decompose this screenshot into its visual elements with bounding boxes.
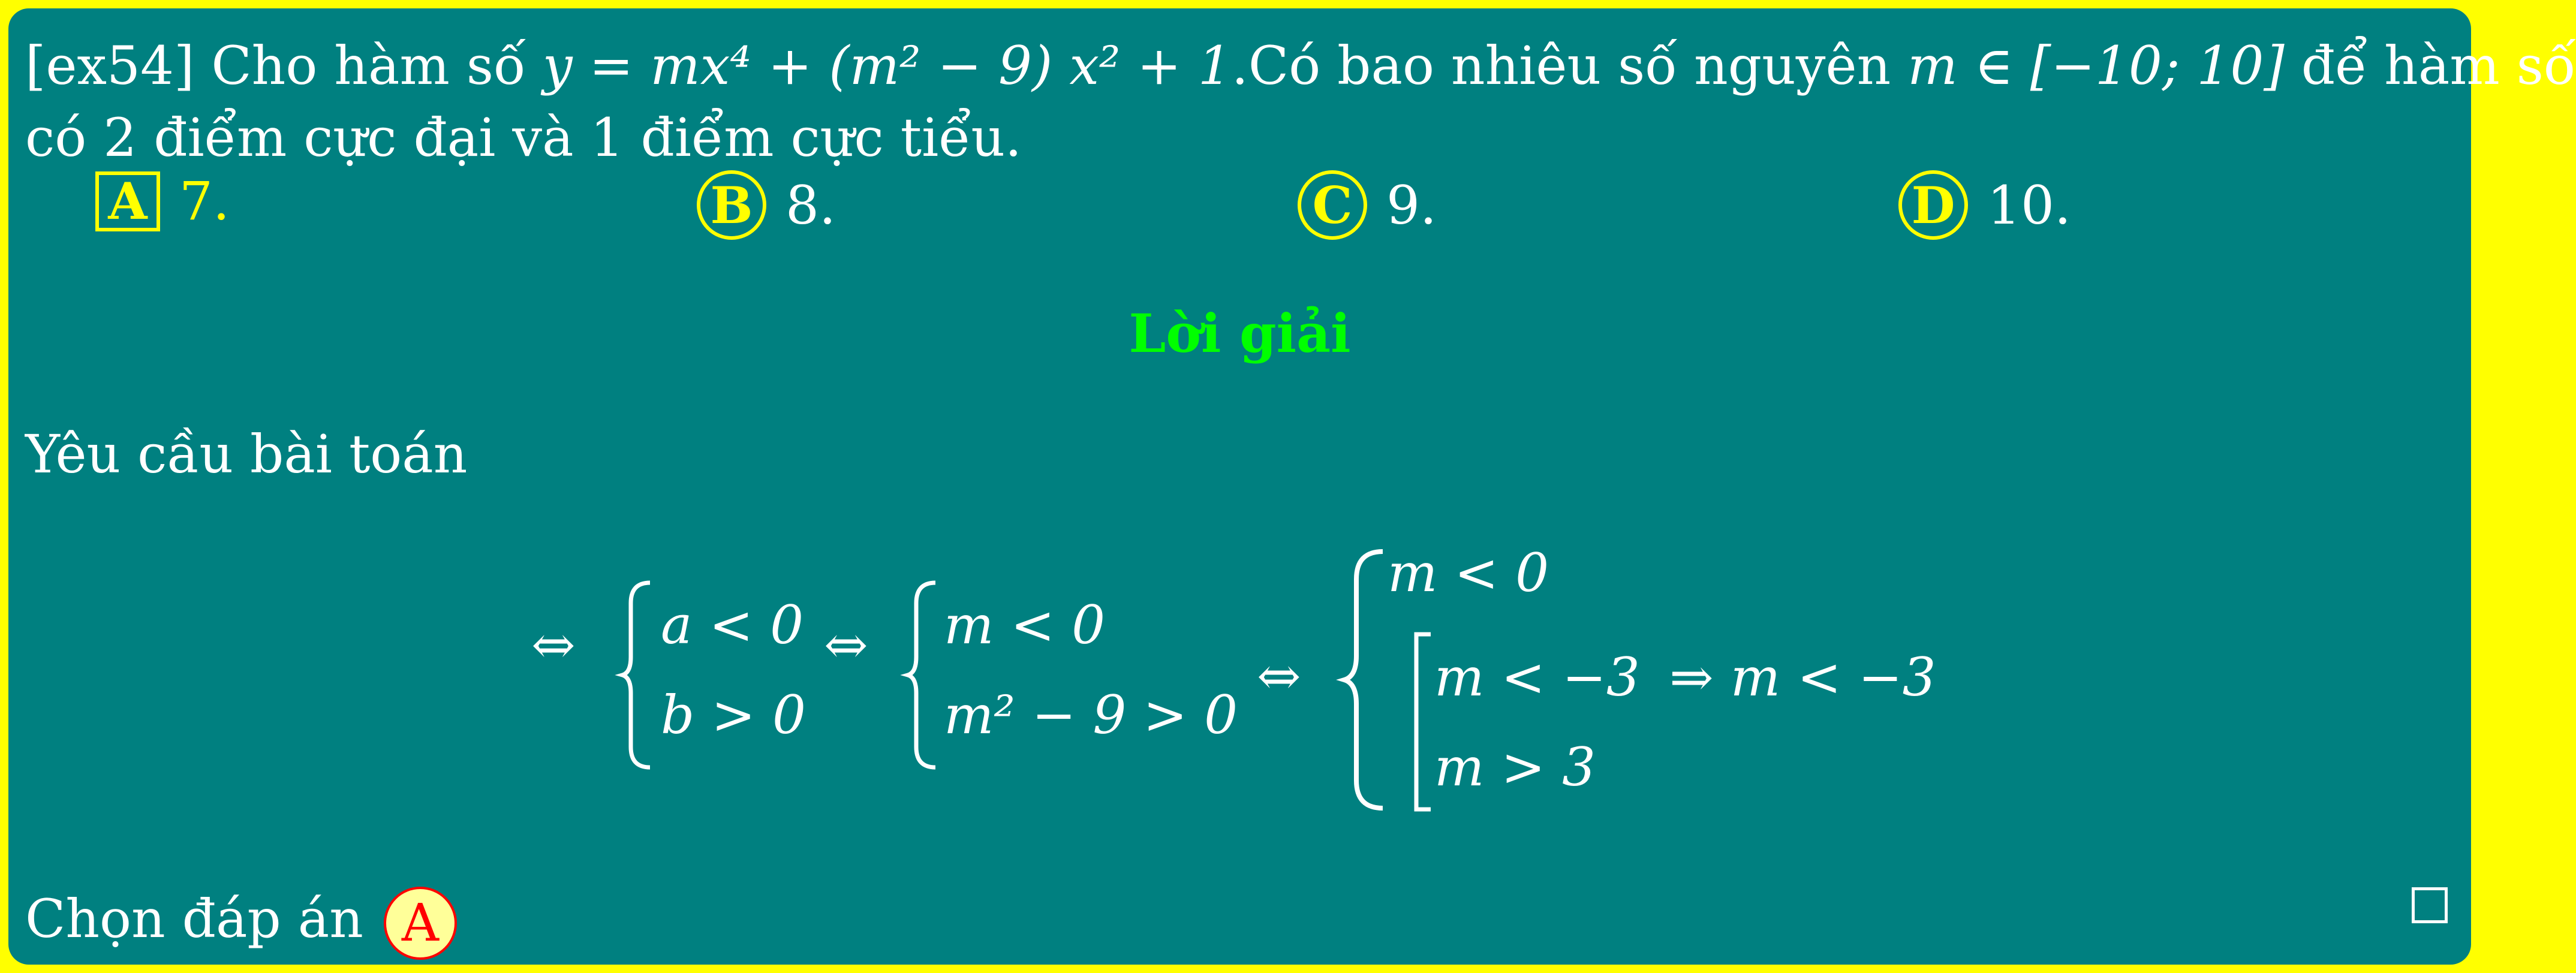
option-d[interactable]	[1898, 170, 2071, 240]
option-d-badge: D	[1898, 170, 1968, 240]
qed-square-icon	[2412, 887, 2448, 923]
sys2-row-2: m² − 9 > 0	[944, 684, 1238, 746]
option-a-text: 7.	[179, 170, 230, 232]
sys1-row-1: a < 0	[661, 594, 804, 656]
option-c[interactable]	[1298, 170, 1437, 240]
option-b-badge: B	[697, 170, 766, 240]
iff-symbol-3: ⇔	[1257, 645, 1301, 707]
result: ⇒ m < −3	[1669, 646, 1936, 708]
question-id: [ex54]	[25, 35, 195, 97]
sys3-top: m < 0	[1388, 542, 1549, 604]
question-line-1	[25, 35, 2576, 97]
question-condition: m ∈ [−10; 10]	[1907, 35, 2285, 97]
option-c-text: 9.	[1386, 174, 1437, 236]
option-d-text: 10.	[1987, 174, 2071, 236]
iff-symbol-1: ⇔	[531, 614, 576, 676]
option-b[interactable]	[697, 170, 836, 240]
question-function: y = mx⁴ + (m² − 9) x² + 1	[542, 35, 1232, 97]
brace-3-icon	[1341, 548, 1389, 812]
choose-line	[25, 887, 457, 960]
question-prefix: Cho hàm số	[211, 35, 526, 97]
option-b-text: 8.	[786, 174, 836, 236]
bracket-icon	[1410, 632, 1434, 812]
choose-label: Chọn đáp án	[25, 887, 363, 950]
sys1-row-2: b > 0	[661, 684, 806, 746]
question-suffix: .Có bao nhiêu số nguyên	[1231, 35, 1891, 97]
question-line-2: có 2 điểm cực đại và 1 điểm cực tiểu.	[25, 107, 1022, 168]
sys3-inner-row-2: m > 3	[1434, 736, 1596, 798]
brace-1-icon	[620, 579, 656, 771]
iff-symbol-2: ⇔	[824, 614, 868, 676]
solution-title: Lời giải	[1128, 302, 1351, 365]
option-c-badge: C	[1298, 170, 1367, 240]
question-ending: để hàm số	[2301, 35, 2576, 97]
chosen-answer-badge: A	[384, 887, 457, 960]
option-a[interactable]	[95, 170, 230, 232]
brace-2-icon	[905, 579, 941, 771]
option-a-badge: A	[95, 171, 160, 231]
solution-intro: Yêu cầu bài toán	[25, 423, 468, 485]
problem-frame	[8, 8, 2576, 965]
sys3-inner-row-1: m < −3	[1434, 646, 1640, 708]
sys2-row-1: m < 0	[944, 594, 1106, 656]
